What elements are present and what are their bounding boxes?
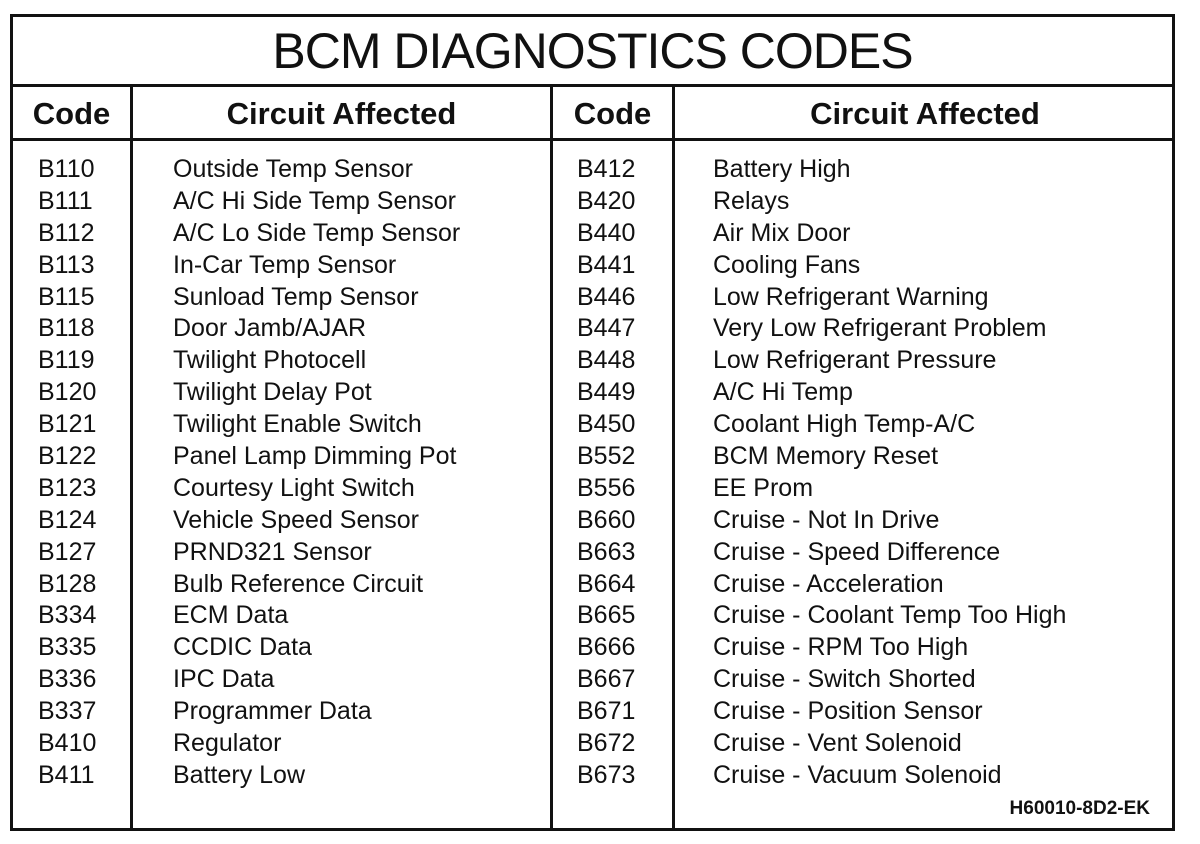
code-cell: B663: [577, 537, 636, 566]
circuit-cell: Cruise - Speed Difference: [713, 537, 1001, 566]
code-cell: B119: [38, 346, 95, 375]
code-cell: B440: [577, 218, 636, 247]
circuit-cell: Air Mix Door: [713, 218, 851, 247]
right-circuit-column: [713, 154, 1066, 792]
circuit-cell: Programmer Data: [173, 697, 372, 726]
header-code-left: Code: [32, 96, 111, 131]
code-cell: B112: [38, 218, 95, 247]
circuit-cell: Coolant High Temp-A/C: [713, 410, 976, 439]
circuit-cell: Twilight Delay Pot: [173, 378, 372, 407]
code-cell: B667: [577, 665, 636, 694]
circuit-cell: A/C Hi Temp: [713, 378, 853, 407]
code-cell: B336: [38, 665, 97, 694]
code-cell: B446: [577, 282, 636, 311]
code-cell: B122: [38, 442, 97, 471]
circuit-cell: Cruise - Not In Drive: [713, 505, 940, 534]
code-cell: B335: [38, 633, 97, 662]
code-cell: B664: [577, 569, 636, 598]
code-cell: B410: [38, 729, 97, 758]
circuit-cell: A/C Lo Side Temp Sensor: [173, 218, 461, 247]
header-circuit-right: Circuit Affected: [810, 96, 1040, 131]
code-cell: B672: [577, 729, 636, 758]
code-cell: B111: [38, 186, 93, 215]
code-cell: B110: [38, 155, 95, 183]
circuit-cell: Twilight Photocell: [173, 346, 367, 375]
circuit-cell: Outside Temp Sensor: [173, 155, 413, 183]
circuit-cell: EE Prom: [713, 473, 814, 502]
circuit-cell: Panel Lamp Dimming Pot: [173, 442, 457, 471]
column-divider: [672, 87, 675, 828]
code-cell: B552: [577, 442, 636, 471]
code-cell: B450: [577, 410, 636, 439]
code-cell: B121: [38, 410, 97, 439]
circuit-cell: Very Low Refrigerant Problem: [713, 314, 1047, 343]
circuit-cell: Cruise - Position Sensor: [713, 697, 983, 726]
code-cell: B337: [38, 697, 97, 726]
circuit-cell: Door Jamb/AJAR: [173, 314, 367, 343]
header-divider: [13, 138, 1172, 141]
code-cell: B665: [577, 601, 636, 630]
table-title: BCM DIAGNOSTICS CODES: [13, 17, 1172, 87]
left-circuit-column: [173, 154, 460, 792]
code-cell: B447: [577, 314, 636, 343]
column-divider: [130, 87, 133, 828]
circuit-cell: Cruise - Coolant Temp Too High: [713, 601, 1067, 630]
code-cell: B127: [38, 537, 97, 566]
code-cell: B128: [38, 569, 97, 598]
circuit-cell: Cruise - Vent Solenoid: [713, 729, 962, 758]
code-cell: B660: [577, 505, 636, 534]
circuit-cell: Battery High: [713, 155, 851, 183]
circuit-cell: Low Refrigerant Pressure: [713, 346, 997, 375]
circuit-cell: In-Car Temp Sensor: [173, 250, 397, 279]
circuit-cell: PRND321 Sensor: [173, 537, 372, 566]
circuit-cell: Courtesy Light Switch: [173, 473, 415, 502]
circuit-cell: Low Refrigerant Warning: [713, 282, 989, 311]
circuit-cell: Relays: [713, 186, 790, 215]
circuit-cell: Regulator: [173, 729, 282, 758]
circuit-cell: Battery Low: [173, 760, 306, 789]
circuit-cell: BCM Memory Reset: [713, 442, 939, 471]
code-cell: B441: [577, 250, 636, 279]
circuit-cell: ECM Data: [173, 601, 289, 630]
header-code-right: Code: [573, 96, 652, 131]
circuit-cell: CCDIC Data: [173, 633, 312, 662]
codes-table: [10, 14, 1175, 831]
circuit-cell: Vehicle Speed Sensor: [173, 505, 420, 534]
code-cell: B113: [38, 250, 95, 279]
circuit-cell: A/C Hi Side Temp Sensor: [173, 186, 456, 215]
code-cell: B118: [38, 314, 95, 343]
code-cell: B666: [577, 633, 636, 662]
circuit-cell: Cruise - RPM Too High: [713, 633, 969, 662]
header-circuit-left: Circuit Affected: [226, 96, 457, 131]
code-cell: B120: [38, 378, 97, 407]
code-cell: B556: [577, 473, 636, 502]
code-cell: B449: [577, 378, 636, 407]
circuit-cell: Bulb Reference Circuit: [173, 569, 424, 598]
code-cell: B673: [577, 760, 636, 789]
code-cell: B411: [38, 760, 95, 789]
circuit-cell: Cruise - Vacuum Solenoid: [713, 760, 1002, 789]
circuit-cell: Cooling Fans: [713, 250, 861, 279]
left-code-column: [38, 154, 96, 792]
code-cell: B123: [38, 473, 97, 502]
circuit-cell: IPC Data: [173, 665, 275, 694]
code-cell: B671: [577, 697, 636, 726]
right-code-column: [577, 154, 635, 792]
code-cell: B448: [577, 346, 636, 375]
code-cell: B420: [577, 186, 636, 215]
column-divider: [550, 87, 553, 828]
code-cell: B412: [577, 155, 636, 183]
code-cell: B334: [38, 601, 97, 630]
circuit-cell: Cruise - Acceleration: [713, 569, 944, 598]
reference-number: H60010-8D2-EK: [1009, 798, 1150, 819]
circuit-cell: Cruise - Switch Shorted: [713, 665, 976, 694]
circuit-cell: Twilight Enable Switch: [173, 410, 422, 439]
circuit-cell: Sunload Temp Sensor: [173, 282, 419, 311]
code-cell: B124: [38, 505, 97, 534]
code-cell: B115: [38, 282, 95, 311]
